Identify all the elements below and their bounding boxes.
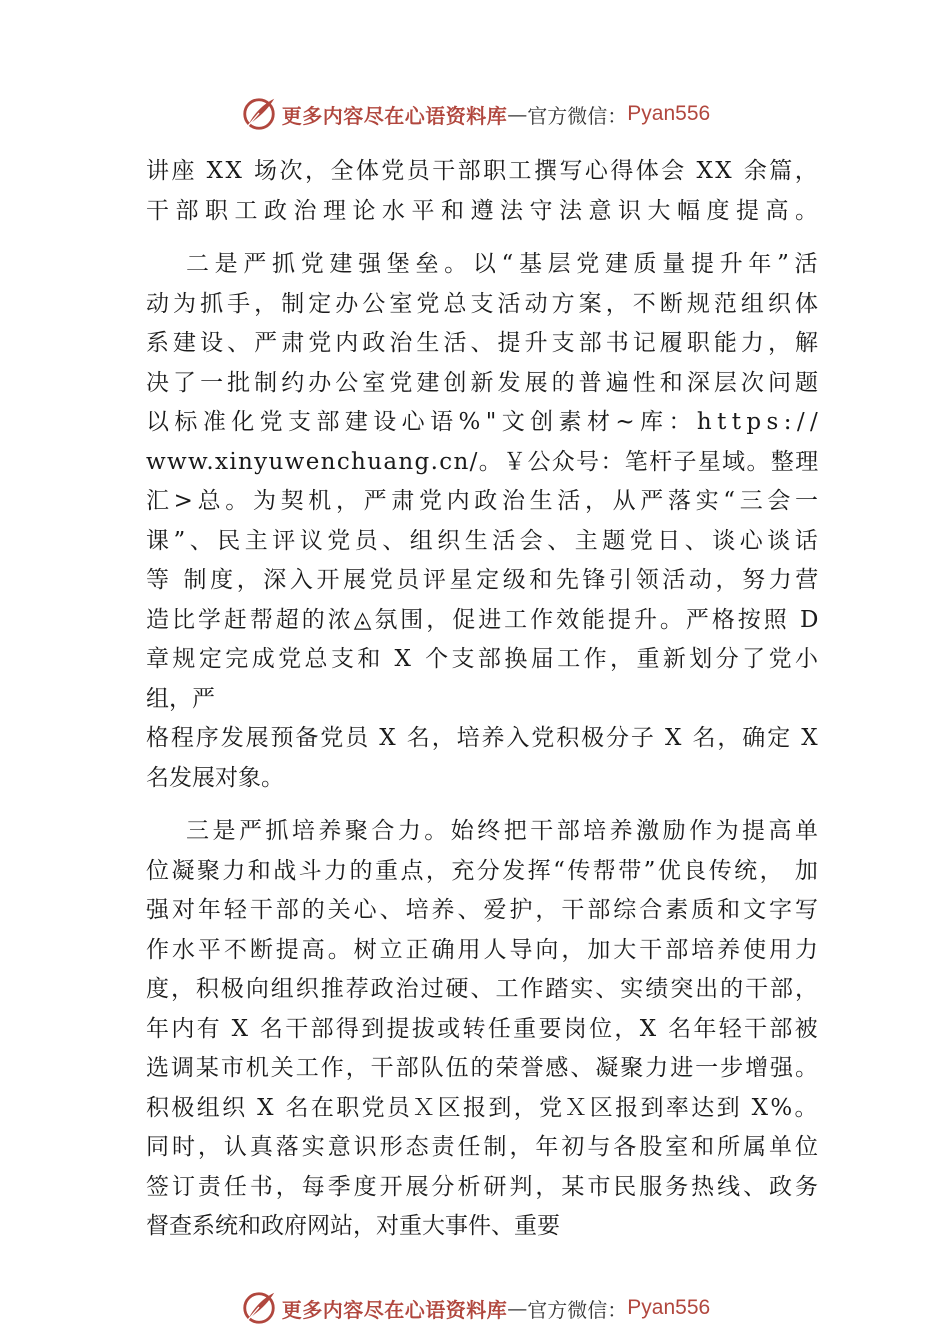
footer-wechat-label: 官方微信： <box>527 1297 628 1322</box>
text-line: 讲座 XX 场次，全体党员干部职工撰写心得体会 XX 余篇， <box>146 158 821 184</box>
text-line: 格程序发展预备党员 X 名，培养入党积极分子 X 名，确定 X <box>146 725 820 751</box>
text-line: 等 制度，深入开展党员评星定级和先锋引领活动，努力营 <box>146 567 822 593</box>
header-separator: — <box>507 102 528 126</box>
text-line: 作水平不断提高。树立正确用人导向，加大干部培养使用力 <box>146 936 821 963</box>
paragraph-start-line: 二是严抓党建强堡垒。以“基层党建质量提升年”活 <box>186 251 824 277</box>
text-line: 年内有 X 名干部得到提拔或转任重要岗位，X 名年轻干部被 <box>146 1015 821 1042</box>
text-line: 位凝聚力和战斗力的重点，充分发挥“传帮带”优良传统， 加 <box>146 857 821 884</box>
quill-pen-logo-icon <box>240 95 278 133</box>
header-wechat-id: Pyan556 <box>627 102 711 125</box>
paragraph-start-line: 三是严抓培养聚合力。始终把干部培养激励作为提高单 <box>186 818 822 844</box>
text-line: 章规定完成党总支和 X 个支部换届工作，重新划分了党小 <box>146 646 822 672</box>
text-line: 系建设、严肃党内政治生活、提升支部书记履职能力，解 <box>146 330 823 356</box>
text-line: 决了一批制约办公室党建创新发展的普遍性和深层次问题 <box>146 369 823 396</box>
text-line: www.xinyuwenchuang.cn/。￥公众号：笔杆子星域。整理 <box>146 448 820 475</box>
header-banner <box>0 92 950 136</box>
document-body <box>146 152 825 1247</box>
text-line: 度，积极向组织推荐政治过硬、工作踏实、实绩突出的干部， <box>146 976 820 1002</box>
text-line: 强对年轻干部的关心、培养、爱护，干部综合素质和文字写 <box>146 897 821 923</box>
footer-separator: — <box>507 1296 528 1320</box>
text-line: 名发展对象。 <box>146 764 284 791</box>
text-line: 干部职工政治理论水平和遵法守法意识大幅度提高。 <box>146 197 825 224</box>
text-line: 组，严 <box>146 685 215 712</box>
text-line: 同时，认真落实意识形态责任制，年初与各股室和所属单位 <box>146 1134 821 1160</box>
text-line: 以标准化党支部建设心语%"文创素材~库：https:// <box>146 409 824 435</box>
text-line: 签订责任书，每季度开展分析研判，某市民服务热线、政务 <box>146 1173 821 1200</box>
header-wechat-label: 官方微信： <box>527 103 628 128</box>
header-slogan: 更多内容尽在心语资料库 <box>281 103 508 128</box>
text-line: 选调某市机关工作，干部队伍的荣誉感、凝聚力进一步增强。 <box>146 1055 820 1081</box>
text-line: 造比学赶帮超的浓◬氛围，促进工作效能提升。严格按照 D <box>146 606 822 633</box>
footer-slogan: 更多内容尽在心语资料库 <box>281 1297 508 1322</box>
text-line: 动为抓手，制定办公室党总支活动方案，不断规范组织体 <box>146 290 823 317</box>
text-line: 汇>总。为契机，严肃党内政治生活，从严落实“三会一 <box>146 488 823 514</box>
footer-banner <box>0 1286 950 1330</box>
text-line: 积极组织 X 名在职党员Ｘ区报到，党Ｘ区报到率达到 X%。 <box>146 1094 820 1121</box>
footer-wechat-id: Pyan556 <box>627 1296 711 1319</box>
text-line: 督查系统和政府网站，对重大事件、重要 <box>146 1213 560 1239</box>
text-line: 课”、民主评议党员、组织生活会、主题党日、谈心谈话 <box>146 527 823 554</box>
quill-pen-logo-icon <box>240 1289 278 1327</box>
